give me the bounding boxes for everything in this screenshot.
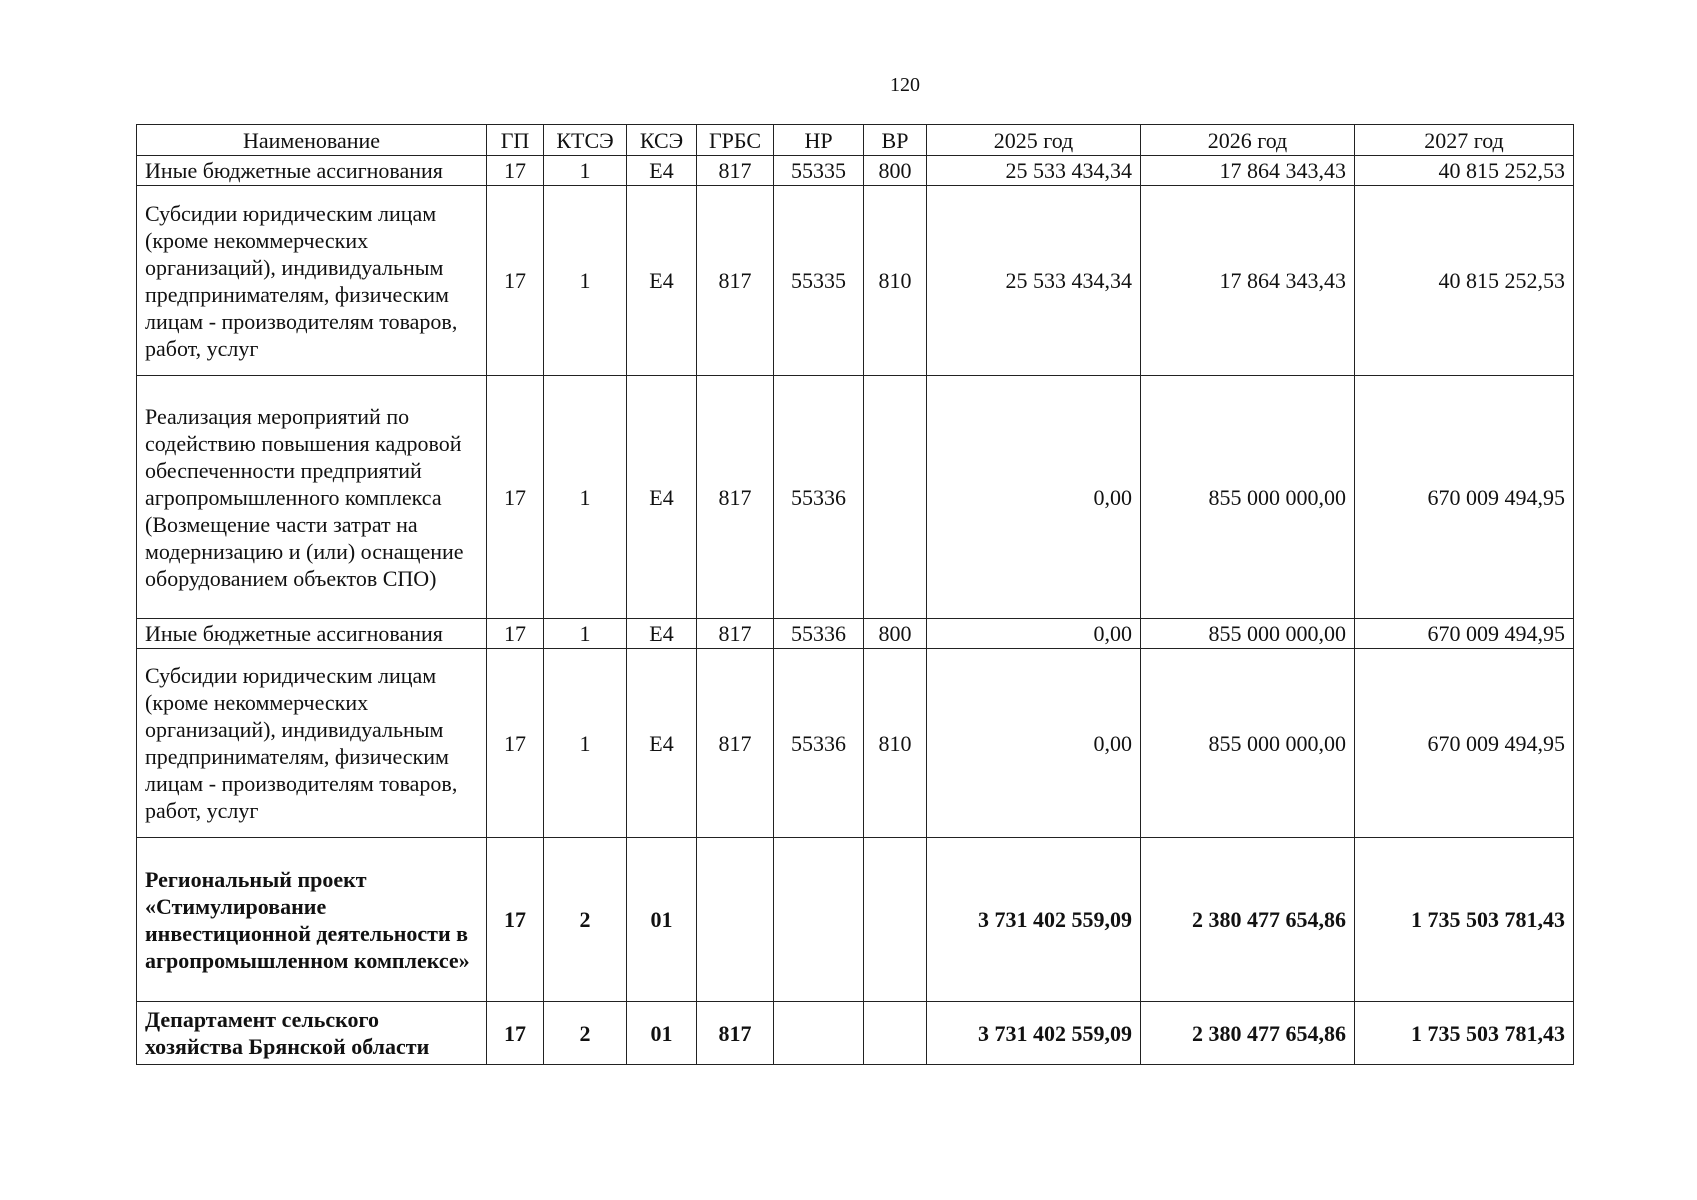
page-number: 120 [890,74,920,96]
row-2026: 855 000 000,00 [1141,619,1355,649]
header-vr: ВР [864,125,927,156]
row-name: Субсидии юридическим лицам (кроме некоммерческих организаций), индивидуальным предпринимателям, физическим лицам - производителям товаров, работ, услуг [137,649,487,838]
row-nr: 55336 [774,619,864,649]
row-gp: 17 [487,186,544,376]
row-2025: 0,00 [927,649,1141,838]
row-vr: 800 [864,156,927,186]
row-2026: 2 380 477 654,86 [1141,838,1355,1002]
row-vr [864,376,927,619]
row-vr: 810 [864,649,927,838]
table-row [137,1002,1574,1065]
row-grbs: 817 [697,376,774,619]
row-ktse: 2 [544,1002,627,1065]
header-2026: 2026 год [1141,125,1355,156]
budget-table [136,124,1574,1065]
row-2027: 40 815 252,53 [1355,156,1574,186]
row-name: Субсидии юридическим лицам (кроме некоммерческих организаций), индивидуальным предпринимателям, физическим лицам - производителям товаров, работ, услуг [137,186,487,376]
row-ktse: 1 [544,649,627,838]
table-row [137,376,1574,619]
row-2025: 3 731 402 559,09 [927,1002,1141,1065]
row-name: Иные бюджетные ассигнования [137,156,487,186]
row-gp: 17 [487,649,544,838]
header-ktse: КТСЭ [544,125,627,156]
row-2026: 855 000 000,00 [1141,649,1355,838]
row-2027: 670 009 494,95 [1355,649,1574,838]
row-2025: 25 533 434,34 [927,156,1141,186]
row-2027: 670 009 494,95 [1355,376,1574,619]
table-header-row [137,125,1574,156]
header-2027: 2027 год [1355,125,1574,156]
row-nr: 55336 [774,649,864,838]
table-row [137,619,1574,649]
row-vr [864,1002,927,1065]
header-2025: 2025 год [927,125,1141,156]
row-2025: 3 731 402 559,09 [927,838,1141,1002]
row-kse: 01 [627,1002,697,1065]
row-name: Департамент сельского хозяйства Брянской области [137,1002,487,1065]
row-grbs: 817 [697,156,774,186]
row-2026: 2 380 477 654,86 [1141,1002,1355,1065]
row-gp: 17 [487,1002,544,1065]
row-ktse: 1 [544,376,627,619]
row-grbs: 817 [697,649,774,838]
row-nr: 55335 [774,156,864,186]
row-kse: 01 [627,838,697,1002]
row-nr: 55335 [774,186,864,376]
row-kse: Е4 [627,376,697,619]
row-2027: 40 815 252,53 [1355,186,1574,376]
row-2027: 1 735 503 781,43 [1355,1002,1574,1065]
row-2025: 0,00 [927,376,1141,619]
row-2025: 0,00 [927,619,1141,649]
row-2026: 17 864 343,43 [1141,156,1355,186]
row-vr: 810 [864,186,927,376]
row-2026: 17 864 343,43 [1141,186,1355,376]
row-2025: 25 533 434,34 [927,186,1141,376]
header-nr: НР [774,125,864,156]
row-grbs: 817 [697,619,774,649]
header-gp: ГП [487,125,544,156]
table-row [137,649,1574,838]
row-kse: Е4 [627,186,697,376]
row-gp: 17 [487,376,544,619]
row-gp: 17 [487,619,544,649]
row-2026: 855 000 000,00 [1141,376,1355,619]
table-row [137,838,1574,1002]
row-gp: 17 [487,156,544,186]
row-name: Реализация мероприятий по содействию повышения кадровой обеспеченности предприятий агропромышленного комплекса (Возмещение части затрат на модернизацию и (или) оснащение оборудованием объектов СПО) [137,376,487,619]
row-ktse: 1 [544,186,627,376]
row-2027: 1 735 503 781,43 [1355,838,1574,1002]
row-ktse: 1 [544,156,627,186]
header-kse: КСЭ [627,125,697,156]
row-vr [864,838,927,1002]
row-ktse: 1 [544,619,627,649]
table-row [137,186,1574,376]
row-kse: Е4 [627,649,697,838]
row-nr [774,1002,864,1065]
row-grbs [697,838,774,1002]
row-gp: 17 [487,838,544,1002]
row-name: Региональный проект «Стимулирование инвестиционной деятельности в агропромышленном комплексе» [137,838,487,1002]
row-ktse: 2 [544,838,627,1002]
row-2027: 670 009 494,95 [1355,619,1574,649]
row-name: Иные бюджетные ассигнования [137,619,487,649]
header-grbs: ГРБС [697,125,774,156]
header-name: Наименование [137,125,487,156]
row-kse: Е4 [627,156,697,186]
row-nr [774,838,864,1002]
row-vr: 800 [864,619,927,649]
table-row [137,156,1574,186]
row-nr: 55336 [774,376,864,619]
row-kse: Е4 [627,619,697,649]
row-grbs: 817 [697,186,774,376]
row-grbs: 817 [697,1002,774,1065]
